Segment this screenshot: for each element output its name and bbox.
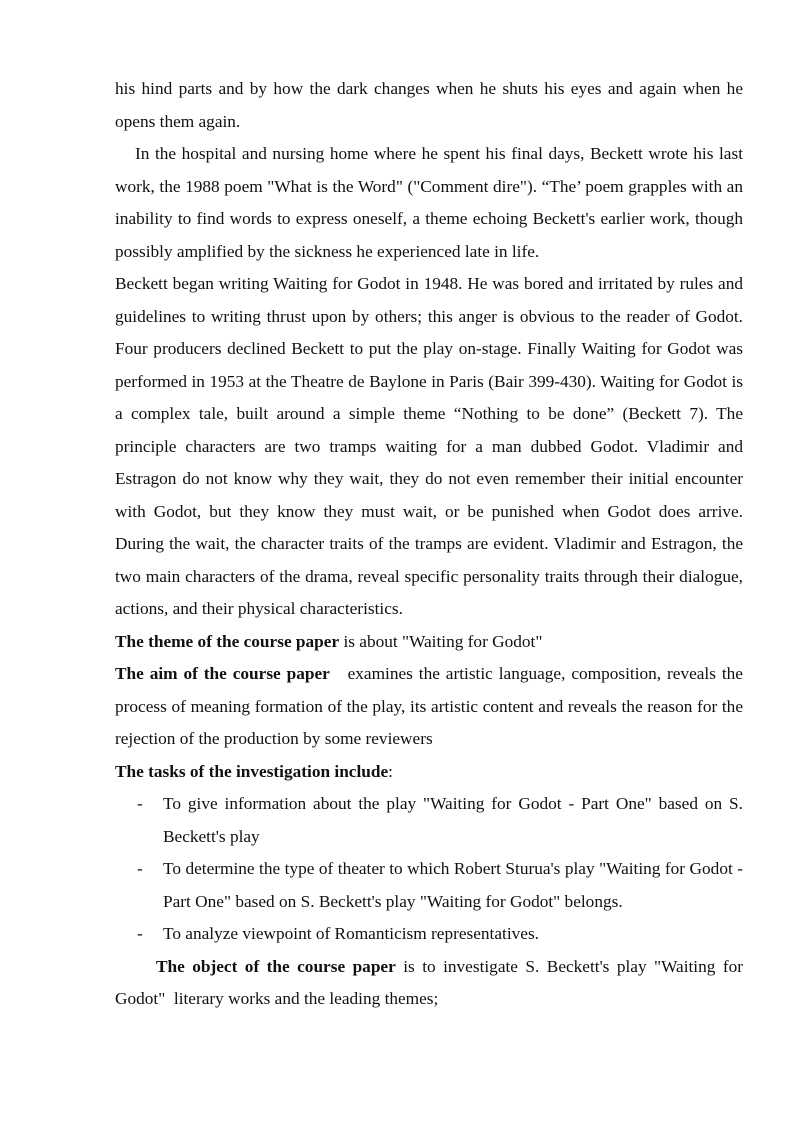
- list-item-text: To give information about the play "Waiting for Godot - Part One" based on S. Beckett's play: [163, 794, 743, 846]
- object-text: is to investigate S. Beckett's play "Waiting for Godot" literary works and the leading themes;: [115, 956, 748, 1008]
- paragraph-final-work: In the hospital and nursing home where he spent his final days, Beckett wrote his last work, the 1988 poem "What is the Word" ("Comment dire"). “The’ poem grapples with an inability to find words to express oneself, a theme echoing Beckett's earlier work, though possibly amplified by the sickness he experienced late in life.: [115, 144, 743, 261]
- tasks-label: The tasks of the investigation include: [115, 761, 389, 781]
- aim-label: The aim of the course paper: [115, 664, 330, 683]
- tasks-list: [115, 788, 743, 951]
- aim-text: examines the artistic language, composition, reveals the process of meaning formation of the play, its artistic content and reveals the reason for the rejection of the production by some reviewers: [115, 664, 748, 748]
- object-label: The object of the course paper: [156, 956, 396, 976]
- paragraph-continuation: his hind parts and by how the dark changes when he shuts his eyes and again when he opens them again.: [115, 79, 743, 131]
- theme-text: is about "Waiting for Godot": [339, 631, 543, 651]
- list-item: [137, 788, 743, 853]
- list-dash: -: [137, 859, 143, 878]
- aim-statement: [115, 658, 748, 756]
- list-item-text: To analyze viewpoint of Romanticism representatives.: [163, 924, 539, 943]
- list-item-text: To determine the type of theater to which Robert Sturua's play "Waiting for Godot - Part One" based on S. Beckett's play "Waiting for Godot" belongs.: [163, 859, 743, 911]
- theme-label: The theme of the course paper: [115, 631, 340, 651]
- list-dash: -: [137, 924, 143, 943]
- list-dash: -: [137, 794, 143, 813]
- paragraph-godot-history: Beckett began writing Waiting for Godot in 1948. He was bored and irritated by rules and guidelines to writing thrust upon by others; this anger is obvious to the reader of Godot. Four producers declined Beckett to put the play on-stage. Finally Waiting for Godot was performed in 1953 at the Theatre de Baylone in Paris (Bair 399-430). Waiting for Godot is a complex tale, built around a simple theme “Nothing to be done” (Beckett 7). The principle characters are two tramps waiting for a man dubbed Godot. Vladimir and Estragon do not know why they wait, they do not even remember their initial encounter with Godot, but they know they must wait, or be punished when Godot does arrive. During the wait, the character traits of the tramps are evident. Vladimir and Estragon, the two main characters of the drama, reveal specific personality traits through their dialogue, actions, and their physical characteristics.: [115, 274, 743, 618]
- object-statement: [115, 951, 748, 1016]
- theme-statement: [115, 626, 743, 659]
- list-item: [137, 918, 743, 951]
- list-item: [137, 853, 743, 918]
- document-page: [115, 73, 748, 1016]
- tasks-colon: :: [388, 761, 393, 781]
- tasks-heading: [115, 756, 743, 789]
